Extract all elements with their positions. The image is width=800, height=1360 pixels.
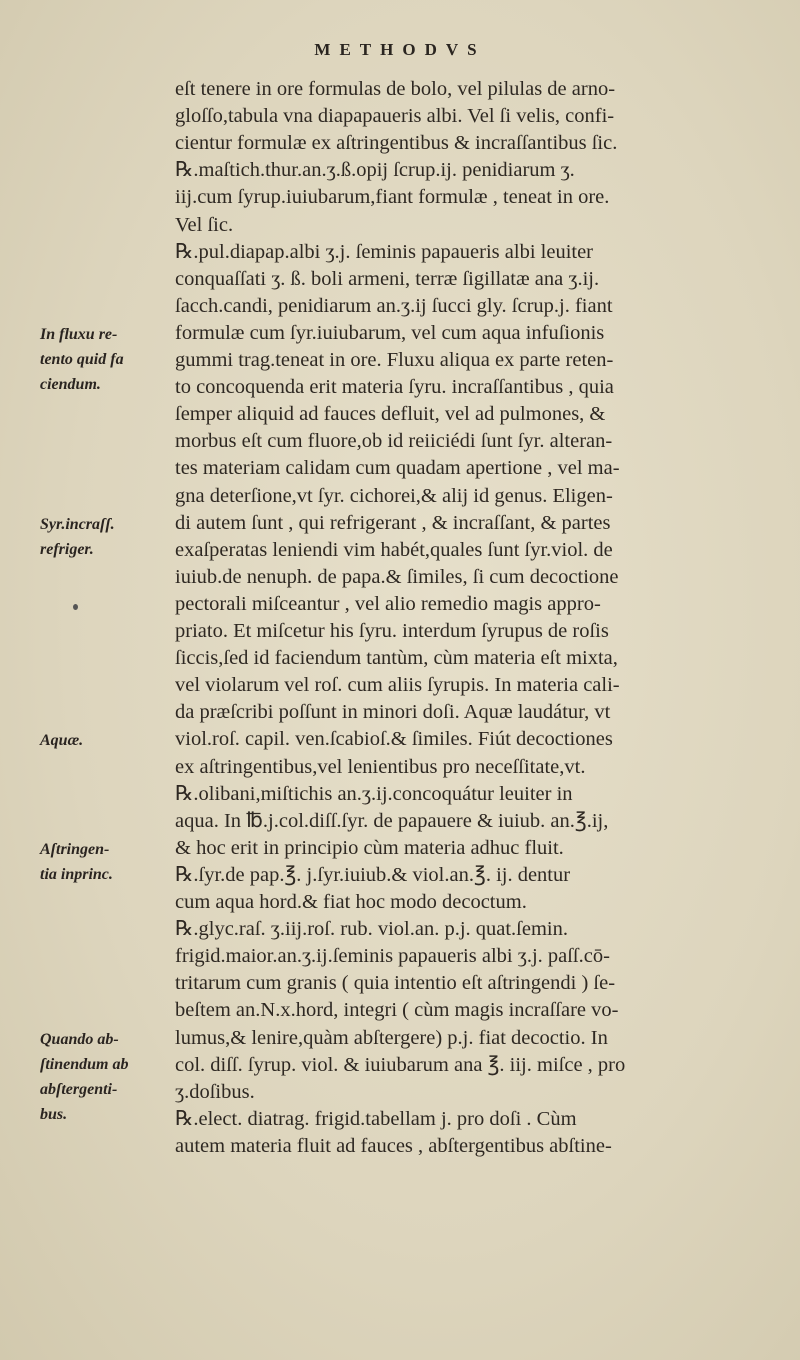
text-line: priato. Et miſcetur his ſyru. interdum ſyrupus de roſis xyxy=(175,620,609,642)
margin-note-line: Aſtringen- xyxy=(40,840,110,858)
margin-note-line: Syr.incraſſ. xyxy=(40,515,115,533)
text-line: iij.cum ſyrup.iuiubarum,fiant formulæ , teneat in ore. xyxy=(175,186,610,209)
text-line: ʒ.doſibus. xyxy=(175,1080,255,1103)
text-line: ſemper aliquid ad fauces defluit, vel ad pulmones, & xyxy=(175,403,606,426)
margin-note-line: tia inprinc. xyxy=(40,865,113,883)
text-line: vel violarum vel roſ. cum aliis ſyrupis. In materia cali- xyxy=(175,674,620,697)
text-line: exaſperatas leniendi vim habét,quales ſunt ſyr.viol. de xyxy=(175,538,613,561)
text-line: gummi trag.teneat in ore. Fluxu aliqua ex parte reten- xyxy=(175,349,614,371)
text-line: viol.roſ. capil. ven.ſcabioſ.& ſimiles. Fiút decoctiones xyxy=(175,728,613,751)
text-line: conquaſſati ʒ. ß. boli armeni, terræ ſigillatæ ana ʒ.ij. xyxy=(175,267,600,290)
text-line: ex aſtringentibus,vel lenientibus pro neceſſitate,vt. xyxy=(175,755,586,778)
text-line: ſiccis,ſed id faciendum tantùm, cùm materia eſt mixta, xyxy=(175,647,618,670)
margin-note-line: tento quid fa xyxy=(40,350,124,368)
text-line: tes materiam calidam cum quadam apertione , vel ma- xyxy=(175,457,620,480)
margin-note-line: ſtinendum ab xyxy=(40,1055,129,1073)
ink-speck xyxy=(73,604,78,610)
text-line: cientur formulæ ex aſtringentibus & incraſſantibus ſic. xyxy=(175,132,618,155)
text-line: cum aqua hord.& fiat hoc modo decoctum. xyxy=(175,891,527,913)
text-line: col. diſſ. ſyrup. viol. & iuiubarum ana ℥. iij. miſce , pro xyxy=(175,1053,626,1076)
text-line: iuiub.de nenuph. de papa.& ſimiles, ſi cum decoctione xyxy=(175,565,619,588)
margin-note xyxy=(40,1027,170,1127)
text-line: pectorali miſceantur , vel alio remedio magis appro- xyxy=(175,592,601,615)
text-line: formulæ cum ſyr.iuiubarum, vel cum aqua infuſionis xyxy=(175,321,605,344)
text-line: aqua. In ℔.j.col.diſſ.ſyr. de papauere & iuiub. an.℥.ij, xyxy=(175,809,609,832)
margin-note xyxy=(40,728,170,753)
text-line: gna deterſione,vt ſyr. cichorei,& alij id genus. Eligen- xyxy=(175,484,613,507)
running-header: METHODVS xyxy=(314,40,486,59)
text-line: eſt tenere in ore formulas de bolo, vel pilulas de arno- xyxy=(175,78,616,100)
text-line: morbus eſt cum fluore,ob id reiiciédi ſunt ſyr. alteran- xyxy=(175,430,613,453)
text-line: ℞.pul.diapap.albi ʒ.j. ſeminis papaueris albi leuiter xyxy=(175,240,594,263)
text-line: to concoquenda erit materia ſyru. incraſſantibus , quia xyxy=(175,376,614,399)
text-line: Vel ſic. xyxy=(175,213,234,236)
text-line: ℞.maſtich.thur.an.ʒ.ß.opij ſcrup.ij. penidiarum ʒ. xyxy=(175,159,575,182)
margin-note-line: Quando ab- xyxy=(40,1030,119,1048)
text-line: beſtem an.N.x.hord, integri ( cùm magis incraſſare vo- xyxy=(175,999,619,1022)
margin-note-line: In fluxu re- xyxy=(40,325,118,343)
margin-note xyxy=(40,837,170,887)
margin-note-line: bus. xyxy=(40,1105,68,1123)
text-line: frigid.maior.an.ʒ.ij.ſeminis papaueris albi ʒ.j. paſſ.cō- xyxy=(175,945,610,968)
text-line: ℞.olibani,miſtichis an.ʒ.ij.concoquátur leuiter in xyxy=(175,782,573,805)
text-line: lumus,& lenire,quàm abſtergere) p.j. fiat decoctio. In xyxy=(175,1026,608,1049)
margin-note-line: refriger. xyxy=(40,540,94,558)
margin-note-line: Aquæ. xyxy=(40,732,84,750)
text-line: ſacch.candi, penidiarum an.ʒ.ij ſucci gly. ſcrup.j. fiant xyxy=(175,294,613,317)
text-line: gloſſo,tabula vna diapapaueris albi. Vel ſi velis, confi- xyxy=(175,105,615,128)
margin-note-line: ciendum. xyxy=(40,375,101,393)
text-line: ℞.elect. diatrag. frigid.tabellam j. pro doſi . Cùm xyxy=(175,1107,577,1130)
margin-note xyxy=(40,512,170,562)
text-line: autem materia fluit ad fauces , abſtergentibus abſtine- xyxy=(175,1134,612,1157)
text-line: tritarum cum granis ( quia intentio eſt aſtringendi ) ſe- xyxy=(175,972,616,995)
margin-note xyxy=(40,322,170,397)
text-line: di autem ſunt , qui refrigerant , & incraſſant, & partes xyxy=(175,511,611,534)
text-line: da præſcribi poſſunt in minori doſi. Aquæ laudátur, vt xyxy=(175,701,611,724)
text-line: & hoc erit in principio cùm materia adhuc fluit. xyxy=(175,836,564,859)
margin-note-line: abſtergenti- xyxy=(40,1080,118,1098)
text-line: ℞.glyc.raſ. ʒ.iij.roſ. rub. viol.an. p.j. quat.ſemin. xyxy=(175,918,568,941)
text-line: ℞.ſyr.de pap.℥. j.ſyr.iuiub.& viol.an.℥. ij. dentur xyxy=(175,863,571,886)
